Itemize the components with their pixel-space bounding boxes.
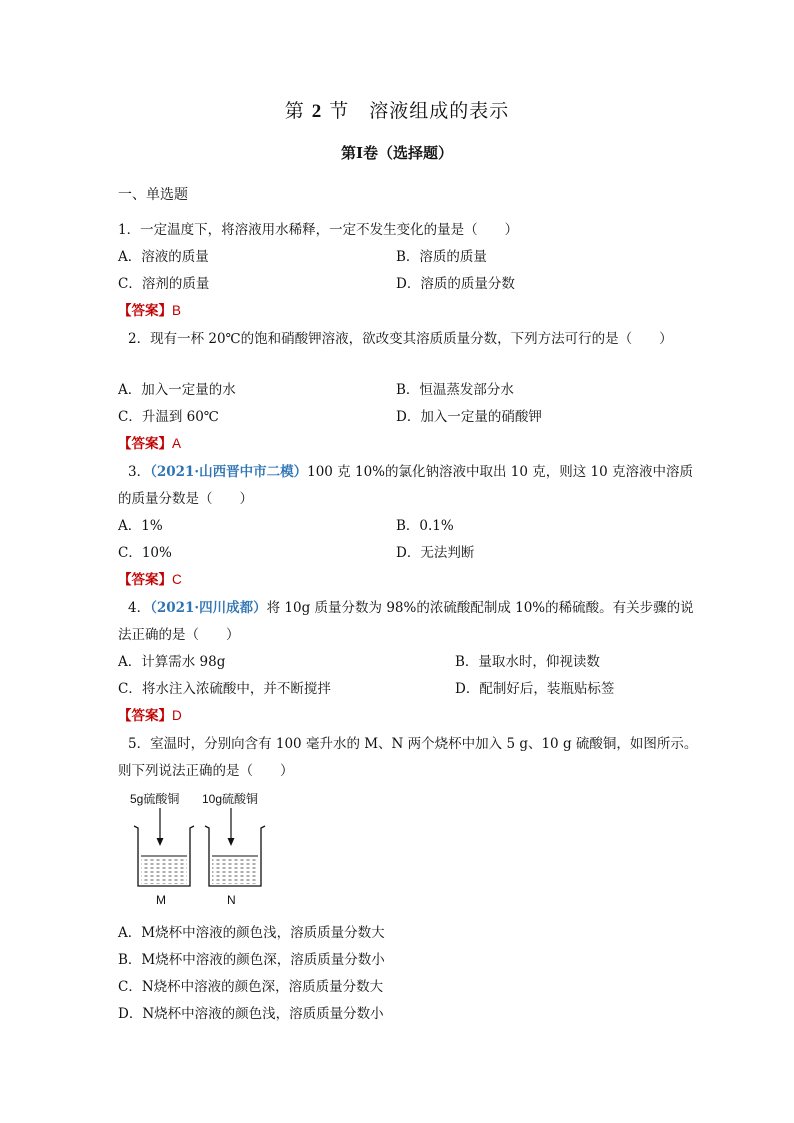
question-number: 4．: [128, 600, 151, 616]
question-3-option-c: C．10%: [118, 545, 172, 561]
question-2-stem: 2．现有一杯 20℃的饱和硝酸钾溶液，欲改变其溶质质量分数，下列方法可行的是（ ）: [128, 331, 673, 347]
figure-label-right: 10g硫酸铜: [202, 792, 259, 806]
answer-value: C: [172, 572, 182, 587]
question-4-option-c: C．将水注入浓硫酸中，并不断搅拌: [118, 681, 331, 697]
question-2-option-c: C．升温到 60℃: [118, 409, 219, 425]
arrow-down-icon: [157, 808, 164, 846]
question-2-option-a: A．加入一定量的水: [118, 382, 236, 398]
question-4-answer: [118, 704, 182, 724]
question-1-answer: [118, 299, 181, 319]
question-4-option-d: D．配制好后，装瓶贴标签: [455, 681, 615, 697]
question-5-option-b: B．M烧杯中溶液的颜色深，溶质质量分数小: [118, 952, 385, 968]
question-1-stem: 1．一定温度下，将溶液用水稀释，一定不发生变化的量是（ ）: [118, 222, 519, 238]
question-1-option-d: D．溶质的质量分数: [396, 276, 515, 292]
answer-tag: 【答案】: [118, 708, 172, 724]
question-3-option-d: D．无法判断: [396, 545, 475, 561]
question-2-answer: [118, 432, 181, 452]
answer-value: A: [172, 436, 182, 451]
question-2-option-d: D．加入一定量的硝酸钾: [396, 409, 542, 425]
question-2-option-b: B．恒温蒸发部分水: [396, 382, 514, 398]
title-suffix: 节 溶液组成的表示: [329, 100, 510, 122]
question-5-option-c: C．N烧杯中溶液的颜色深，溶质质量分数大: [118, 979, 384, 995]
question-4-stem: [128, 596, 694, 616]
answer-value: D: [172, 708, 182, 723]
question-1-option-a: A．溶液的质量: [118, 249, 209, 265]
figure-label-left: 5g硫酸铜: [130, 792, 180, 806]
question-source: （2021·山西晋中市二模）: [150, 464, 308, 480]
question-4-stem-cont: 法正确的是（ ）: [118, 627, 240, 643]
title-number: 2: [311, 101, 323, 122]
question-3-answer: [118, 568, 182, 588]
question-4-option-a: A．计算需水 98g: [118, 654, 226, 670]
question-number: 3．: [128, 464, 151, 480]
answer-tag: 【答案】: [118, 436, 172, 452]
page-subtitle: 第Ⅰ卷（选择题）: [340, 144, 454, 162]
answer-value: B: [172, 303, 182, 318]
stem-text: 将 10g 质量分数为 98%的浓硫酸配制成 10%的稀硫酸。有关步骤的说: [266, 600, 694, 616]
page-title: [0, 96, 794, 123]
question-5-option-d: D．N烧杯中溶液的颜色浅，溶质质量分数小: [118, 1006, 384, 1022]
question-5-stem-cont: 则下列说法正确的是（ ）: [118, 763, 294, 779]
question-3-stem: [128, 460, 693, 480]
question-3-stem-cont: 的质量分数是（ ）: [118, 491, 253, 507]
answer-tag: 【答案】: [118, 303, 172, 319]
title-prefix: 第: [284, 100, 305, 122]
beaker-label-m: M: [156, 893, 166, 907]
question-1-option-c: C．溶剂的质量: [118, 276, 210, 292]
section-heading: 一、单选题: [118, 187, 188, 203]
beaker-label-n: N: [227, 893, 236, 907]
beaker-figure: [126, 786, 286, 910]
question-5-stem: 5．室温时，分别向含有 100 毫升水的 M、N 两个烧杯中加入 5 g、10 g 硫酸铜，如图所示。: [128, 736, 698, 752]
question-5-option-a: A．M烧杯中溶液的颜色浅，溶质质量分数大: [118, 925, 385, 941]
question-source: （2021·四川成都）: [150, 600, 267, 616]
question-3-option-b: B．0.1%: [396, 518, 454, 534]
question-4-option-b: B．量取水时，仰视读数: [455, 654, 600, 670]
question-1-option-b: B．溶质的质量: [396, 249, 487, 265]
beaker-n: [205, 826, 265, 907]
arrow-down-icon: [228, 808, 235, 846]
beaker-m: [134, 826, 194, 907]
question-3-option-a: A．1%: [118, 518, 163, 534]
stem-text: 100 克 10%的氯化钠溶液中取出 10 克，则这 10 克溶液中溶质: [307, 464, 694, 480]
answer-tag: 【答案】: [118, 572, 172, 588]
